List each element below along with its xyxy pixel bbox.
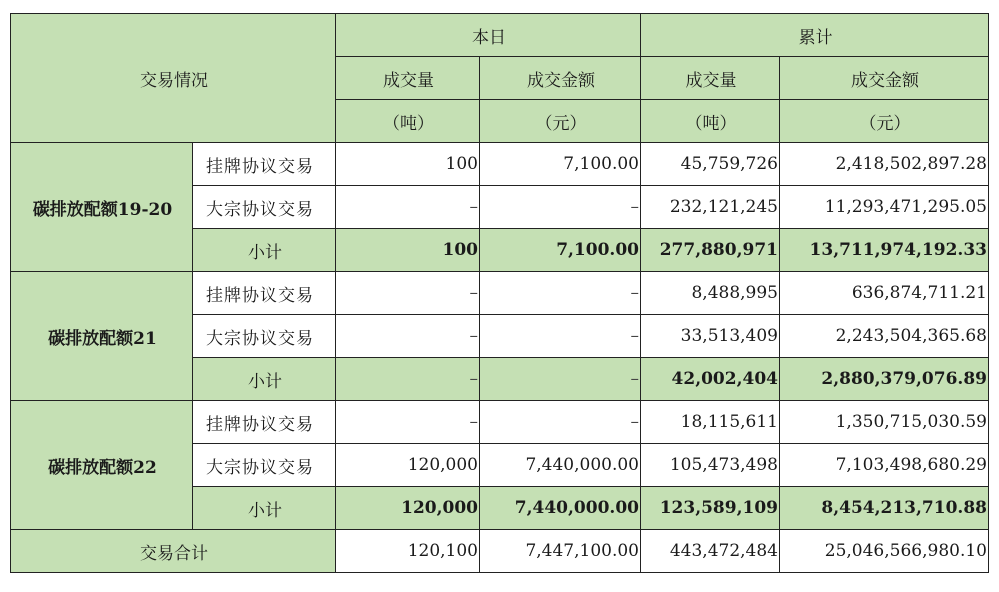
total-cum-amount: 25,046,566,980.10 xyxy=(780,530,989,573)
header-row-1 xyxy=(11,14,989,57)
group-name: 碳排放配额22 xyxy=(11,401,193,530)
header-cum-volume-unit: （吨） xyxy=(641,100,780,143)
day-volume-cell: – xyxy=(336,401,480,444)
cum-amount-cell: 2,243,504,365.68 xyxy=(780,315,989,358)
header-today-volume-unit: （吨） xyxy=(336,100,480,143)
day-amount-cell: – xyxy=(480,272,641,315)
day-amount-cell: 7,440,000.00 xyxy=(480,444,641,487)
cum-amount-cell: 1,350,715,030.59 xyxy=(780,401,989,444)
cum-amount-cell: 7,103,498,680.29 xyxy=(780,444,989,487)
day-volume-cell: 100 xyxy=(336,143,480,186)
group-name: 碳排放配额21 xyxy=(11,272,193,401)
subtotal-day-amount: 7,100.00 xyxy=(480,229,641,272)
trade-type-cell: 大宗协议交易 xyxy=(193,315,336,358)
cum-volume-cell: 45,759,726 xyxy=(641,143,780,186)
cum-volume-cell: 232,121,245 xyxy=(641,186,780,229)
trade-type-cell: 挂牌协议交易 xyxy=(193,272,336,315)
header-cum-amount: 成交金额 xyxy=(780,57,989,100)
subtotal-cum-volume: 123,589,109 xyxy=(641,487,780,530)
header-cum-amount-unit: （元） xyxy=(780,100,989,143)
cum-volume-cell: 18,115,611 xyxy=(641,401,780,444)
trade-type-cell: 大宗协议交易 xyxy=(193,444,336,487)
subtotal-label: 小计 xyxy=(193,229,336,272)
subtotal-cum-amount: 8,454,213,710.88 xyxy=(780,487,989,530)
header-cum-volume: 成交量 xyxy=(641,57,780,100)
cum-amount-cell: 636,874,711.21 xyxy=(780,272,989,315)
header-today-amount-unit: （元） xyxy=(480,100,641,143)
cum-amount-cell: 2,418,502,897.28 xyxy=(780,143,989,186)
subtotal-cum-volume: 42,002,404 xyxy=(641,358,780,401)
day-volume-cell: – xyxy=(336,272,480,315)
subtotal-cum-amount: 13,711,974,192.33 xyxy=(780,229,989,272)
header-today-volume: 成交量 xyxy=(336,57,480,100)
total-day-volume: 120,100 xyxy=(336,530,480,573)
trade-type-cell: 大宗协议交易 xyxy=(193,186,336,229)
subtotal-day-volume: 100 xyxy=(336,229,480,272)
cum-volume-cell: 33,513,409 xyxy=(641,315,780,358)
trade-type-cell: 挂牌协议交易 xyxy=(193,143,336,186)
subtotal-day-volume: – xyxy=(336,358,480,401)
total-cum-volume: 443,472,484 xyxy=(641,530,780,573)
cum-volume-cell: 105,473,498 xyxy=(641,444,780,487)
subtotal-day-amount: – xyxy=(480,358,641,401)
group-name: 碳排放配额19-20 xyxy=(11,143,193,272)
day-amount-cell: – xyxy=(480,401,641,444)
day-volume-cell: – xyxy=(336,315,480,358)
day-volume-cell: – xyxy=(336,186,480,229)
header-today-amount: 成交金额 xyxy=(480,57,641,100)
cum-amount-cell: 11,293,471,295.05 xyxy=(780,186,989,229)
table-row xyxy=(11,401,989,444)
table-row xyxy=(11,272,989,315)
day-volume-cell: 120,000 xyxy=(336,444,480,487)
table-row xyxy=(11,143,989,186)
subtotal-cum-volume: 277,880,971 xyxy=(641,229,780,272)
trade-type-cell: 挂牌协议交易 xyxy=(193,401,336,444)
subtotal-label: 小计 xyxy=(193,487,336,530)
subtotal-day-amount: 7,440,000.00 xyxy=(480,487,641,530)
total-day-amount: 7,447,100.00 xyxy=(480,530,641,573)
header-cumulative: 累计 xyxy=(641,14,989,57)
subtotal-label: 小计 xyxy=(193,358,336,401)
subtotal-day-volume: 120,000 xyxy=(336,487,480,530)
trading-summary-table xyxy=(10,13,989,573)
header-row-label: 交易情况 xyxy=(11,14,336,143)
cum-volume-cell: 8,488,995 xyxy=(641,272,780,315)
day-amount-cell: 7,100.00 xyxy=(480,143,641,186)
total-label: 交易合计 xyxy=(11,530,336,573)
day-amount-cell: – xyxy=(480,186,641,229)
day-amount-cell: – xyxy=(480,315,641,358)
header-today: 本日 xyxy=(336,14,641,57)
total-row xyxy=(11,530,989,573)
subtotal-cum-amount: 2,880,379,076.89 xyxy=(780,358,989,401)
